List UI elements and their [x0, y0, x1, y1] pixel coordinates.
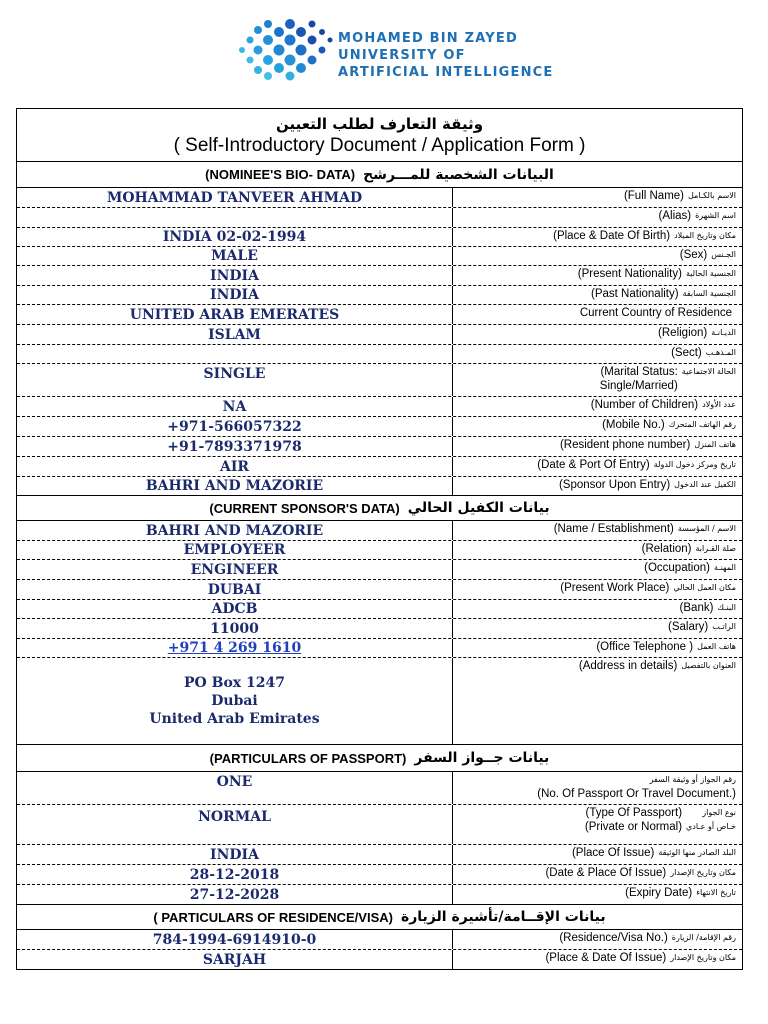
address-line-1: PO Box 1247: [184, 675, 285, 691]
field-label: (Past Nationality) الجنسية السابقة: [591, 288, 736, 300]
field-label: (Sex) الجـنس: [679, 249, 736, 261]
section-header-passport: [17, 745, 742, 772]
field-row-visa-number: [17, 930, 742, 950]
field-label: (Number of Children) عدد الأولاد: [590, 399, 736, 411]
field-value: INDIA: [17, 845, 453, 864]
field-label: (Occupation) المهنـة: [644, 562, 736, 574]
field-label: (Expiry Date) تاريخ الانتهاء: [625, 887, 736, 899]
field-value: ONE: [17, 772, 453, 804]
field-row-birth: [17, 228, 742, 247]
logo-line-2: UNIVERSITY OF: [338, 48, 466, 63]
field-row-expiry-date: [17, 885, 742, 905]
field-row-work-place: [17, 580, 742, 600]
field-value: [17, 345, 453, 363]
address-line-2: Dubai: [211, 693, 258, 709]
logo-line-3: ARTIFICIAL INTELLIGENCE: [338, 65, 554, 80]
office-telephone-link[interactable]: +971 4 269 1610: [17, 639, 453, 657]
field-label: (Address in details) العنوان بالتفصيل: [578, 660, 736, 672]
form-title-english: ( Self-Introductory Document / Application Form ): [17, 134, 742, 162]
field-value: SARJAH: [17, 950, 453, 969]
field-row-alias: [17, 208, 742, 228]
field-label: (Type Of Passport) (Private or Normal) نوع الجواز خـاص أو عـادي: [584, 807, 736, 833]
field-row-sect: [17, 345, 742, 364]
section-title-arabic: بيانات جــواز السفر: [414, 750, 550, 766]
section-title-english: ( PARTICULARS OF RESIDENCE/VISA): [153, 909, 393, 925]
field-value: [17, 208, 453, 227]
section-title-arabic: بيانات الكفيل الحالي: [407, 500, 550, 516]
field-value: NA: [17, 397, 453, 416]
field-label: (Place Of Issue) البلد الصادر منها الوثيقة: [571, 847, 736, 859]
field-label: (Mobile No.) رقم الهاتف المتحرك: [602, 419, 736, 431]
field-label: (Place & Date Of Birth) مكان وتاريخ الميلاد: [553, 230, 736, 242]
field-row-relation: [17, 541, 742, 560]
field-label: (Date & Place Of Issue) مكان وتاريخ الإصدار: [545, 867, 736, 879]
field-label: Current Country of Residence: [579, 307, 732, 319]
address-value: [17, 658, 453, 744]
section-header-bio: [17, 162, 742, 188]
field-value: 27-12-2028: [17, 885, 453, 904]
field-value: AIR: [17, 457, 453, 476]
field-row-children: [17, 397, 742, 417]
field-label: (Relation) صلة القـرابة: [641, 543, 736, 555]
field-label: (Present Work Place) مكان العمل الحالي: [560, 582, 736, 594]
field-value: DUBAI: [17, 580, 453, 599]
field-label: رقم الجواز أو وثيقة السفر (No. Of Passport Or Travel Document.): [537, 775, 736, 800]
field-value: 11000: [17, 619, 453, 638]
section-title-arabic: البيانات الشخصية للمـــرشح: [363, 166, 554, 183]
field-label: (Place & Date Of Issue) مكان وتاريخ الإصدار: [545, 952, 736, 964]
field-value: INDIA: [17, 286, 453, 304]
field-value: BAHRI AND MAZORIE: [17, 477, 453, 495]
field-row-address: [17, 658, 742, 745]
university-name: [338, 30, 553, 81]
field-row-visa-issue: [17, 950, 742, 969]
field-value: +971-566057322: [17, 417, 453, 436]
field-label: (Present Nationality) الجنسية الحالية: [577, 268, 736, 280]
field-label: (Name / Establishment) الاسم / المؤسسة: [553, 523, 736, 535]
field-value: ADCB: [17, 600, 453, 618]
field-label: (Residence/Visa No.) رقم الإقامة/ الزيارة: [559, 932, 736, 944]
field-row-sex: [17, 247, 742, 266]
field-row-occupation: [17, 560, 742, 580]
field-label: (Bank) البنـك: [679, 602, 736, 614]
field-row-bank: [17, 600, 742, 619]
field-label: (Full Name) الاسم بالكـامل: [623, 190, 736, 202]
field-row-sponsor-entry: [17, 477, 742, 496]
field-value: ENGINEER: [17, 560, 453, 579]
field-label: (Sect) المـذهـب: [671, 347, 736, 359]
field-row-place-of-issue: [17, 845, 742, 865]
field-row-resident-phone: [17, 437, 742, 457]
field-row-marital-status: [17, 364, 742, 397]
field-value: INDIA: [17, 266, 453, 285]
field-value: MOHAMMAD TANVEER AHMAD: [17, 188, 453, 207]
section-title-arabic: بيانات الإقــامة/تأشيرة الزيارة: [400, 909, 606, 925]
field-value: 28-12-2018: [17, 865, 453, 884]
field-row-sponsor-name: [17, 521, 742, 541]
field-label: (Date & Port Of Entry) تاريخ ومركز دخول الدولة: [537, 459, 736, 471]
section-title-english: (CURRENT SPONSOR'S DATA): [209, 500, 400, 516]
field-row-past-nationality: [17, 286, 742, 305]
field-label: (Resident phone number) هاتف المنزل: [559, 439, 736, 451]
field-value: NORMAL: [17, 805, 453, 844]
field-row-full-name: [17, 188, 742, 208]
field-value: ISLAM: [17, 325, 453, 344]
field-row-residence-country: [17, 305, 742, 325]
application-form: [16, 108, 743, 970]
field-value: BAHRI AND MAZORIE: [17, 521, 453, 540]
field-label: (Salary) الراتـب: [668, 621, 736, 633]
field-value: UNITED ARAB EMERATES: [17, 305, 453, 324]
field-label: (Marital Status: Single/Married) الحالة الاجتماعية: [599, 366, 736, 392]
field-label: (Sponsor Upon Entry) الكفيل عند الدخول: [558, 479, 736, 491]
field-row-salary: [17, 619, 742, 639]
field-row-mobile: [17, 417, 742, 437]
field-value: MALE: [17, 247, 453, 265]
field-label: (Office Telephone ) هاتف العمل: [596, 641, 736, 653]
section-title-english: (NOMINEE'S BIO- DATA): [205, 167, 356, 182]
field-row-passport-number: [17, 772, 742, 805]
field-value: INDIA 02-02-1994: [17, 228, 453, 246]
form-title-arabic: وثيقة التعارف لطلب التعيين: [275, 115, 484, 133]
field-value: +91-7893371978: [17, 437, 453, 456]
field-row-office-telephone: [17, 639, 742, 658]
field-label: (Alias) اسم الشهرة: [658, 210, 736, 222]
address-line-3: United Arab Emirates: [149, 711, 320, 727]
section-header-sponsor: [17, 496, 742, 521]
logo-line-1: MOHAMED BIN ZAYED: [338, 31, 518, 46]
field-value: SINGLE: [17, 364, 453, 396]
section-header-residence: [17, 905, 742, 930]
field-row-date-of-issue: [17, 865, 742, 885]
section-title-english: (PARTICULARS OF PASSPORT): [209, 750, 407, 766]
field-value: 784-1994-6914910-0: [17, 930, 453, 949]
field-row-present-nationality: [17, 266, 742, 286]
field-label: (Religion) الديـانـة: [658, 327, 736, 339]
field-row-passport-type: [17, 805, 742, 845]
field-row-port-of-entry: [17, 457, 742, 477]
field-value: EMPLOYEER: [17, 541, 453, 559]
field-row-religion: [17, 325, 742, 345]
